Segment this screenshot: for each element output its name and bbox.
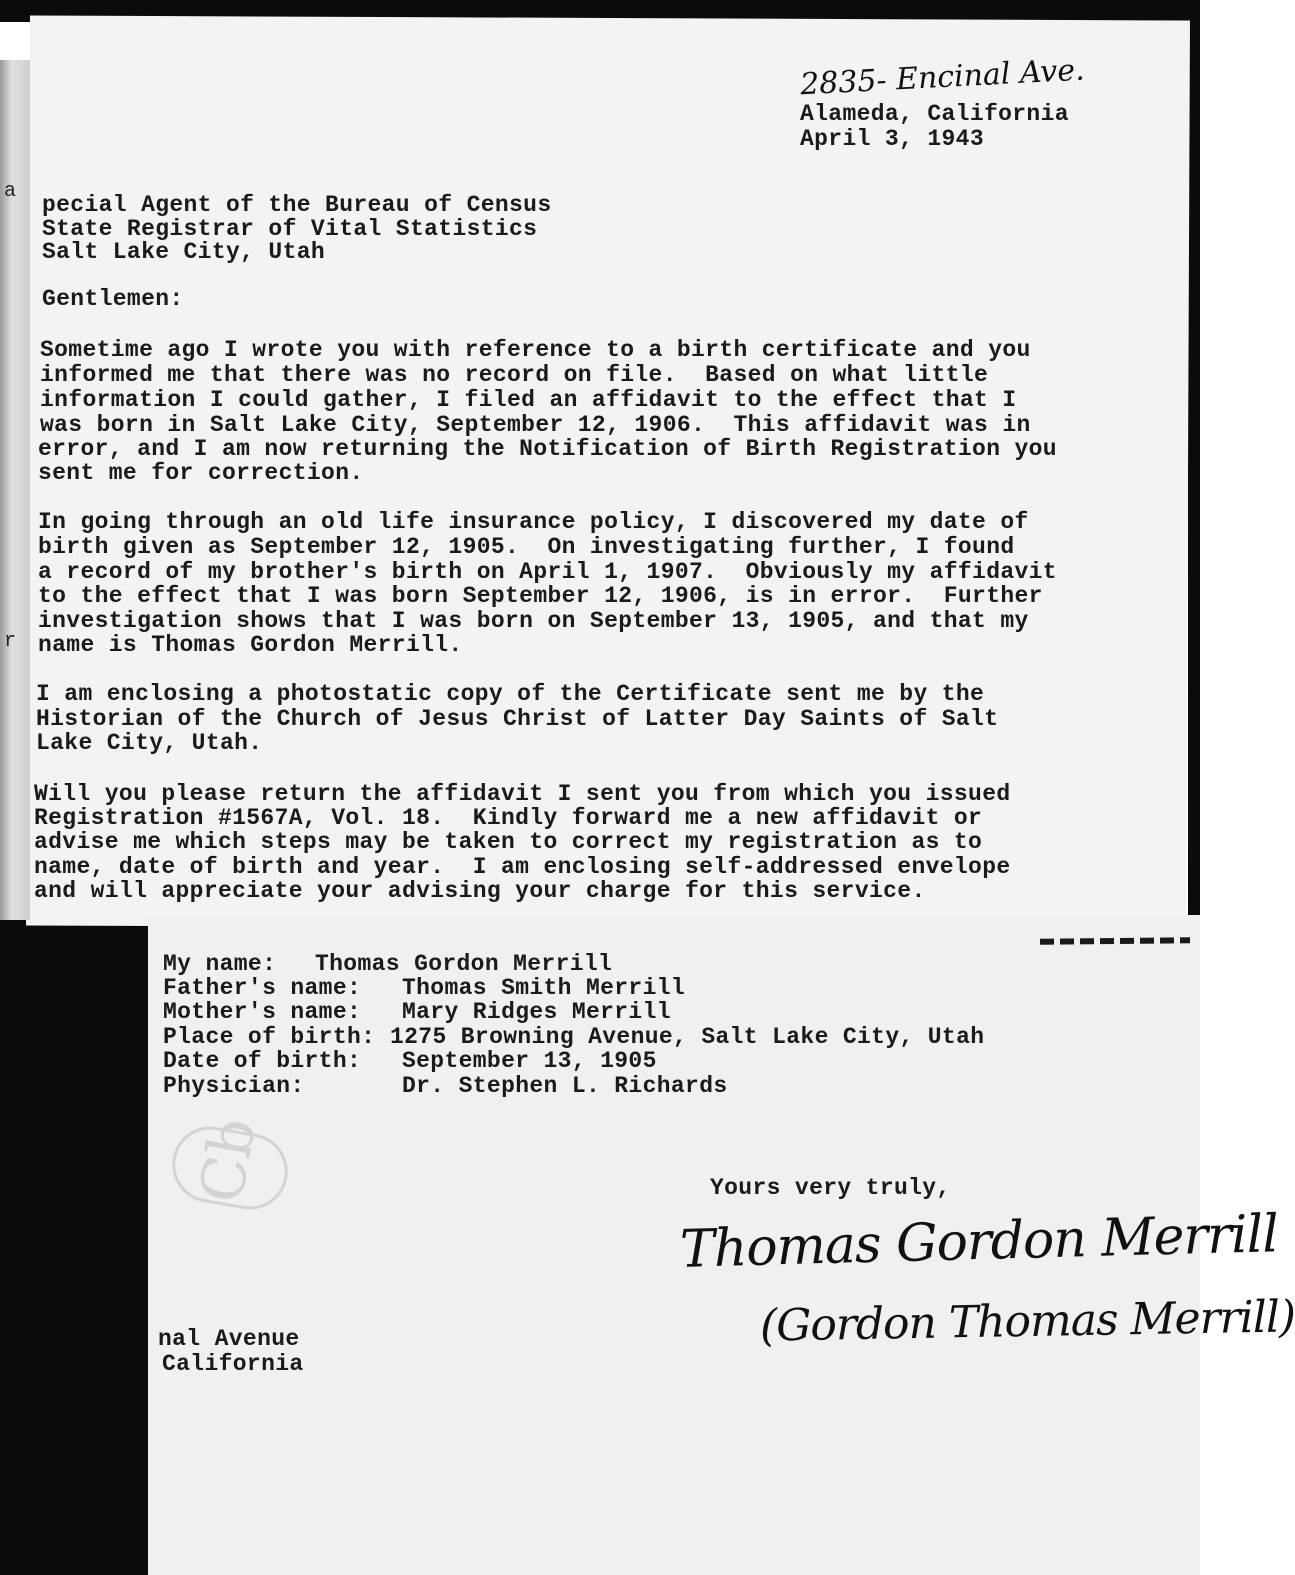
paragraph-line: Registration #1567A, Vol. 18. Kindly forward me a new affidavit or xyxy=(34,805,983,831)
recipient-line: pecial Agent of the Bureau of Census xyxy=(42,192,552,218)
detail-value: Dr. Stephen L. Richards xyxy=(402,1073,728,1099)
detail-value: Thomas Smith Merrill xyxy=(402,975,686,1001)
detail-label: Date of birth: xyxy=(163,1048,362,1074)
recipient-line: State Registrar of Vital Statistics xyxy=(42,216,538,242)
paragraph-line: name, date of birth and year. I am enclosing self-addressed envelope xyxy=(34,854,1011,880)
detail-label: Mother's name: xyxy=(163,999,362,1025)
paragraph-line: Lake City, Utah. xyxy=(36,730,263,756)
return-address-line: California xyxy=(162,1351,304,1377)
return-address-line: nal Avenue xyxy=(158,1326,300,1352)
paragraph-line: was born in Salt Lake City, September 12, 1906. This affidavit was in xyxy=(40,412,1031,438)
paragraph-line: investigation shows that I was born on September 13, 1905, and that my xyxy=(38,608,1029,634)
paragraph-line: In going through an old life insurance policy, I discovered my date of xyxy=(38,509,1029,535)
detail-label: My name: xyxy=(163,951,277,977)
detail-value: Mary Ridges Merrill xyxy=(402,999,671,1025)
signature: Thomas Gordon Merrill xyxy=(679,1204,1279,1280)
scan-background-left xyxy=(0,920,148,1575)
handwritten-address: 2835- Encinal Ave. xyxy=(799,52,1086,103)
paragraph-line: Historian of the Church of Jesus Christ of Latter Day Saints of Salt xyxy=(36,706,999,732)
edge-mark: a xyxy=(4,180,17,203)
closing: Yours very truly, xyxy=(710,1175,951,1201)
paragraph-line: Will you please return the affidavit I sent you from which you issued xyxy=(34,781,1011,807)
paragraph-line: information I could gather, I filed an affidavit to the effect that I xyxy=(40,387,1017,413)
faint-stamp: Cb xyxy=(166,1121,293,1216)
salutation: Gentlemen: xyxy=(42,286,184,312)
detail-label: Physician: xyxy=(163,1073,305,1099)
paragraph-line: Sometime ago I wrote you with reference to a birth certificate and you xyxy=(40,337,1031,363)
paragraph-line: to the effect that I was born September 12, 1906, is in error. Further xyxy=(38,583,1043,609)
signature-alternate: (Gordon Thomas Merrill) xyxy=(759,1291,1295,1352)
paragraph-line: advise me which steps may be taken to correct my registration as to xyxy=(34,829,983,855)
detail-label: Place of birth: xyxy=(163,1024,376,1050)
letter-date: April 3, 1943 xyxy=(800,126,984,152)
detail-value: 1275 Browning Avenue, Salt Lake City, Utah xyxy=(390,1024,985,1050)
paragraph-line: name is Thomas Gordon Merrill. xyxy=(38,632,463,658)
paragraph-line: a record of my brother's birth on April 1, 1907. Obviously my affidavit xyxy=(38,559,1057,585)
detail-value: September 13, 1905 xyxy=(402,1048,657,1074)
paragraph-line: informed me that there was no record on file. Based on what little xyxy=(40,362,989,388)
paragraph-line: sent me for correction. xyxy=(38,460,364,486)
detail-value: Thomas Gordon Merrill xyxy=(315,951,613,977)
underlying-page-edge xyxy=(0,60,30,920)
paragraph-line: I am enclosing a photostatic copy of the Certificate sent me by the xyxy=(36,681,985,707)
detail-label: Father's name: xyxy=(163,975,362,1001)
sender-city: Alameda, California xyxy=(800,101,1069,127)
recipient-line: Salt Lake City, Utah xyxy=(42,239,326,265)
edge-mark: r xyxy=(4,630,17,653)
paragraph-line: error, and I am now returning the Notification of Birth Registration you xyxy=(38,436,1057,462)
paragraph-line: and will appreciate your advising your charge for this service. xyxy=(34,878,926,904)
paragraph-line: birth given as September 12, 1905. On investigating further, I found xyxy=(38,534,1015,560)
scan-background-right xyxy=(1188,0,1200,950)
